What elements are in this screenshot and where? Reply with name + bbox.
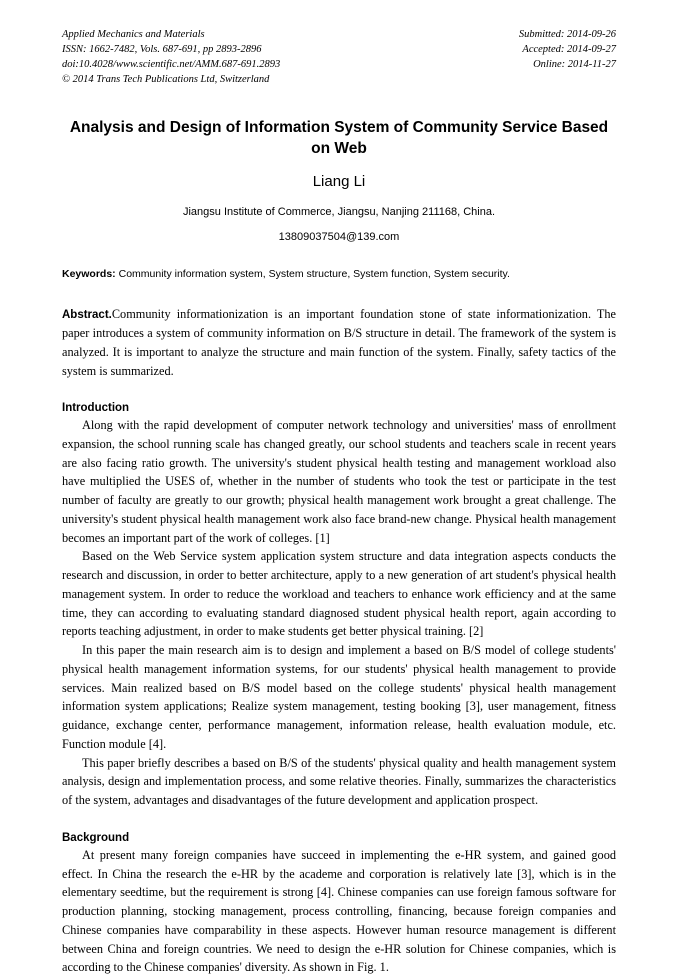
abstract-block xyxy=(62,305,616,381)
page-title: Analysis and Design of Information System of Community Service Based on Web xyxy=(69,118,609,157)
paragraph-intro-3: In this paper the main research aim is to design and implement a based on B/S model of college students' physical health management information systems, for our students' physical health management to provide services. Main realized based on B/S model based on the college students' physical health management information system applications; Realize system management, testing booking [3], user management, fitness guidance, exchange center, performance management, information release, health evaluation module, etc. Function module [4]. xyxy=(62,643,616,751)
keywords-label: Keywords: xyxy=(62,268,116,281)
abstract-text: Community informationization is an important foundation stone of state informationization. The paper introduces a system of community information on B/S structure in detail. The framework of the system is analyzed. It is important to analyze the structure and main function of the system. Finally, safety tactics of the system is summarized. xyxy=(62,306,616,378)
keywords-text: Community information system, System structure, System function, System security. xyxy=(118,268,510,281)
journal-header-left xyxy=(62,28,394,88)
section-heading-background: Background xyxy=(62,831,130,844)
date-submitted: Submitted: 2014-09-26 xyxy=(518,29,616,40)
date-accepted: Accepted: 2014-09-27 xyxy=(522,43,616,55)
paragraph-intro-1: Along with the rapid development of computer network technology and universities' mass of enrollment expansion, the school running scale has changed greatly, our school students and teachers scale in recent years are also facing ratio growth. The university's student physical health testing and management workload also have multiplied the USES of, whether in the number of students who took the test or participate in the test number of faculty are greatly to our growth; physical health management work brought a great challenge. The university's student physical health management work also face brand-new change. Physical health management becomes an important part of the work of colleges. [1] xyxy=(62,418,616,545)
journal-name: Applied Mechanics and Materials xyxy=(62,29,205,40)
date-online: Online: 2014-11-27 xyxy=(533,58,616,70)
keywords-block xyxy=(62,267,616,282)
author-name: Liang Li xyxy=(312,173,366,191)
author-affiliation: Jiangsu Institute of Commerce, Jiangsu, Nanjing 211168, China. xyxy=(182,206,496,219)
paragraph-background-1: At present many foreign companies have succeed in implementing the e-HR system, and gained good effect. In China the research the e-HR by the academe and corporation is relatively late [3], which is in the elementary seedtime, but the requirement is strong [4]. Chinese companies can use foreign famous software for production planning, stocking management, process controlling, financing, because foreign companies and Chinese companies have comparability in these aspects. However human resource management is different between China and foreign countries. We need to design the e-HR solution for Chinese companies, which is according to the Chinese companies' diversity. As shown in Fig. 1. xyxy=(62,847,616,975)
journal-header xyxy=(62,28,616,88)
paragraph-intro-2: Based on the Web Service system application system structure and data integration aspects conducts the research and discussion, in order to better architecture, apply to a new generation of art student's physical health management system. In order to reduce the workload and teachers to enhance work efficiency and at the same time, they can according to evaluating standard diagnosed student physical health report, again according to reports teaching adjustment, in order to make students get better physical training. [2] xyxy=(62,549,616,639)
paragraph-intro-4: This paper briefly describes a based on B/S of the students' physical quality and health management system analysis, design and implementation process, and some relative theories. Finally, summarizes the characteristics of the system, advantages and disadvantages of the future development and application prospect. xyxy=(62,755,616,808)
section-heading-introduction: Introduction xyxy=(62,402,130,415)
journal-issn-volume: ISSN: 1662-7482, Vols. 687-691, pp 2893-2896 xyxy=(62,43,262,55)
abstract-label: Abstract. xyxy=(62,308,112,321)
journal-copyright: © 2014 Trans Tech Publications Ltd, Switzerland xyxy=(62,73,270,85)
author-email: 13809037504@139.com xyxy=(278,231,400,244)
journal-header-right xyxy=(405,28,616,73)
journal-doi: doi:10.4028/www.scientific.net/AMM.687-691.2893 xyxy=(62,58,281,70)
